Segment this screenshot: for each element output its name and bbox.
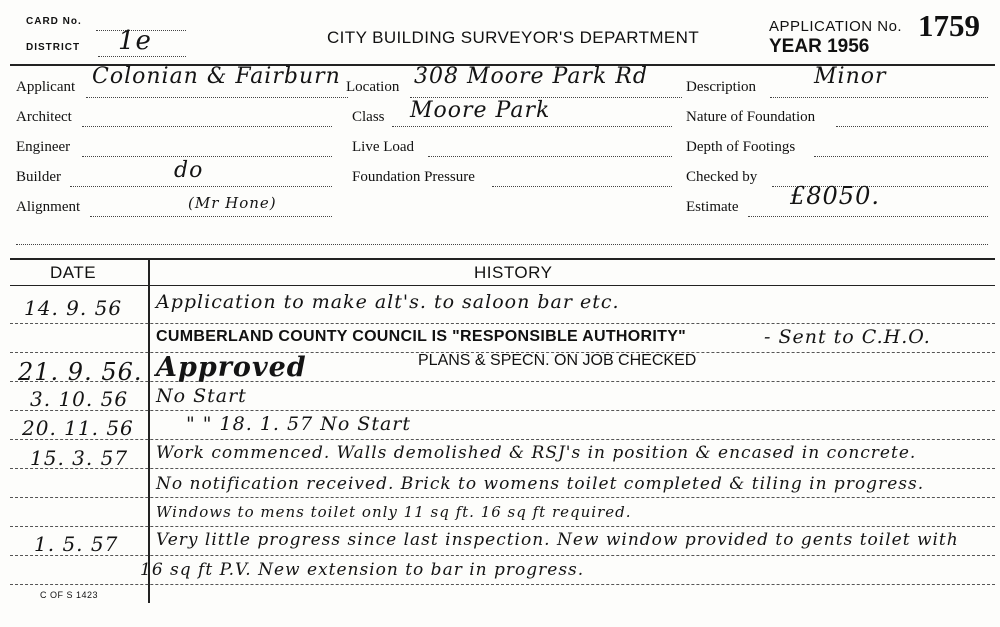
description-value: Minor — [814, 64, 887, 89]
authority-stamp: CUMBERLAND COUNTY COUNCIL IS "RESPONSIBLE AUTHORITY" — [156, 328, 687, 345]
builder-note: (Mr Hone) — [188, 194, 277, 212]
plans-stamp: PLANS & SPECN. ON JOB CHECKED — [418, 352, 697, 369]
estimate-label: Estimate — [686, 199, 739, 215]
live-load-rule — [428, 156, 672, 157]
application-no: 1759 — [918, 8, 980, 43]
history-entry: " " 18. 1. 57 No Start — [186, 413, 411, 435]
applicant-value: Colonian & Fairburn — [92, 64, 341, 89]
history-rule-6 — [10, 468, 995, 469]
card-no-label: CARD No. — [26, 16, 82, 27]
application-no-label: APPLICATION No. — [769, 18, 903, 35]
architect-label: Architect — [16, 109, 72, 125]
spare-rule — [16, 244, 988, 245]
live-load-label: Live Load — [352, 139, 415, 155]
form-code: C OF S 1423 — [40, 590, 99, 600]
history-rule-10 — [10, 584, 995, 585]
date-header: DATE — [50, 263, 97, 282]
builder-rule — [70, 186, 332, 187]
fields-bottom-rule — [10, 258, 995, 260]
location-value: 308 Moore Park Rd — [414, 64, 648, 89]
location-label: Location — [346, 79, 400, 95]
history-entry: Windows to mens toilet only 11 sq ft. 16 sq ft required. — [156, 503, 632, 521]
description-label: Description — [686, 79, 756, 95]
year-label: YEAR 1956 — [769, 36, 870, 57]
architect-rule — [82, 126, 332, 127]
history-date: 15. 3. 57 — [30, 446, 129, 470]
nature-of-foundation-label: Nature of Foundation — [686, 109, 816, 125]
history-rule-5 — [10, 439, 995, 440]
applicant-label: Applicant — [16, 79, 76, 95]
estimate-value: £8050. — [790, 182, 880, 210]
history-date: 3. 10. 56 — [30, 387, 129, 411]
history-entry: Approved — [156, 352, 307, 383]
history-rule-8 — [10, 526, 995, 527]
alignment-label: Alignment — [16, 199, 81, 215]
class-label: Class — [352, 109, 385, 125]
engineer-label: Engineer — [16, 139, 71, 155]
history-entry: Work commenced. Walls demolished & RSJ's in position & encased in concrete. — [156, 443, 917, 463]
history-entry: 16 sq ft P.V. New extension to bar in progress. — [140, 560, 585, 580]
date-column-divider — [148, 258, 150, 603]
history-rule-9 — [10, 555, 995, 556]
district-label: DISTRICT — [26, 42, 81, 53]
applicant-rule — [86, 97, 348, 98]
district-rule — [98, 56, 186, 57]
checked-by-label: Checked by — [686, 169, 758, 185]
sent-to-note: - Sent to C.H.O. — [764, 326, 931, 348]
history-entry: Very little progress since last inspection. New window provided to gents toilet with — [156, 530, 959, 550]
department-title: CITY BUILDING SURVEYOR'S DEPARTMENT — [327, 28, 700, 47]
history-header: HISTORY — [474, 263, 553, 282]
history-date: 14. 9. 56 — [24, 296, 123, 320]
history-header-rule — [10, 285, 995, 286]
history-rule-4 — [10, 410, 995, 411]
history-entry: No notification received. Brick to womens toilet completed & tiling in progress. — [156, 474, 925, 494]
history-date: 20. 11. 56 — [22, 416, 134, 440]
engineer-rule — [82, 156, 332, 157]
history-date: 21. 9. 56. — [18, 358, 143, 386]
builder-label: Builder — [16, 169, 61, 185]
foundation-pressure-rule — [492, 186, 672, 187]
history-rule-7 — [10, 497, 995, 498]
depth-rule — [814, 156, 988, 157]
class-value: Moore Park — [410, 98, 551, 123]
history-rule-1 — [10, 323, 995, 324]
foundation-pressure-label: Foundation Pressure — [352, 169, 475, 185]
class-rule — [392, 126, 672, 127]
history-entry: Application to make alt's. to saloon bar etc. — [156, 291, 620, 313]
nature-rule — [836, 126, 988, 127]
depth-of-footings-label: Depth of Footings — [686, 139, 796, 155]
description-rule — [770, 97, 988, 98]
builder-value: do — [174, 158, 204, 183]
history-date: 1. 5. 57 — [34, 532, 119, 556]
history-entry: No Start — [156, 385, 247, 407]
alignment-rule — [90, 216, 332, 217]
estimate-rule — [748, 216, 988, 217]
district-value: 1e — [118, 26, 152, 56]
